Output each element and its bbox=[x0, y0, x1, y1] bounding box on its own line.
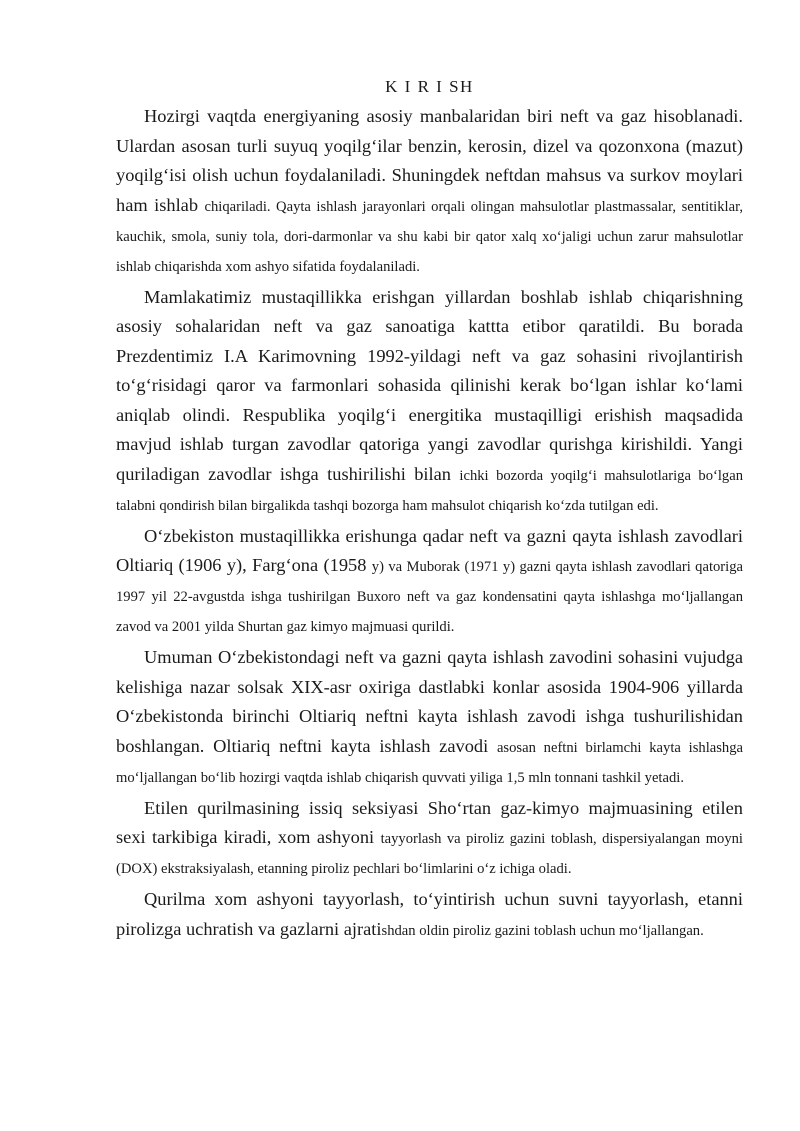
paragraph-3 bbox=[116, 522, 743, 642]
paragraph-5-large-text: Etilen qurilmasining issiq seksiyasi Sho‘rtan gaz-kimyo majmuasining etilen sexi tarkibiga kiradi, xom ashyoni bbox=[116, 797, 743, 847]
paragraph-5 bbox=[116, 794, 743, 884]
paragraph-2 bbox=[116, 283, 743, 520]
paragraph-4 bbox=[116, 643, 743, 792]
paragraph-6 bbox=[116, 885, 743, 945]
document-title: K I R I SH bbox=[385, 77, 474, 96]
paragraph-5-small-text: tayyorlash va piroliz gazini toblash, dispersiyalangan moyni (DOX) ekstraksiyalash, etanning piroliz pechlari bo‘limlarini o‘z ichiga oladi. bbox=[116, 831, 743, 877]
paragraph-1-large-text: Hozirgi vaqtda energiyaning asosiy manbalaridan biri neft va gaz hisoblanadi. Ulardan asosan turli suyuq yoqilg‘ilar benzin, kerosin, dizel va qozonxona (mazut) yoqilg‘isi olish uchun foydalaniladi. Shuningdek neftdan mahsus va surkov moylari ham ishlab bbox=[116, 106, 743, 215]
paragraph-2-small-text: ichki bozorda yoqilg‘i mahsulotlariga bo‘lgan talabni qondirish bilan birgalikda tashqi bozorga ham mahsulot chiqarish ko‘zda tutilgan edi. bbox=[116, 467, 743, 514]
paragraph-4-large-text: Umuman O‘zbekistondagi neft va gazni qayta ishlash zavodini sohasini vujudga kelishiga nazar solsak XIX-asr oxiriga dastlabki konlar asosida 1904-906 yillarda O‘zbekistonda birinchi Oltiariq neftni kayta ishlash zavodi ishga tushurilishidan boshlangan. Oltiariq neftni kayta ishlash zavodi bbox=[116, 647, 743, 756]
paragraph-6-small-text: shdan oldin piroliz gazini toblash uchun mo‘ljallangan. bbox=[381, 922, 704, 939]
paragraph-4-small-text: asosan neftni birlamchi kayta ishlashga mo‘ljallangan bo‘lib hozirgi vaqtda ishlab chiqarish quvvati yiliga 1,5 mln tonnani tashkil yetadi. bbox=[116, 739, 743, 786]
paragraph-6-large-text: Qurilma xom ashyoni tayyorlash, to‘yintirish uchun suvni tayyorlash, etanni pirolizga uchratish va gazlarni ajrati bbox=[116, 889, 743, 939]
paragraph-3-large-text: O‘zbekiston mustaqillikka erishunga qadar neft va gazni qayta ishlash zavodlari Oltiariq (1906 y), Farg‘ona (1958 bbox=[116, 525, 743, 575]
paragraph-2-large-text: Mamlakatimiz mustaqillikka erishgan yillardan boshlab ishlab chiqarishning asosiy sohalaridan neft va gaz sanoatiga kattta etibor qaratildi. Bu borada Prezdentimiz I.A Karimovning 1992-yildagi neft va gaz sohasini rivojlantirish to‘g‘risidagi qaror va farmonlari sohasida qilinishi kerak bo‘lgan ishlar ko‘lami aniqlab olindi. Respublika yoqilg‘i energitika mustaqilligi erishish maqsadida mavjud ishlab turgan zavodlar qatoriga yangi zavodlar qurishga kirishildi. Yangi quriladigan zavodlar ishga tushirilishi bilan bbox=[116, 286, 743, 484]
paragraph-1 bbox=[116, 102, 743, 281]
paragraph-3-small-text: y) va Muborak (1971 y) gazni qayta ishlash zavodlari qatoriga 1997 yil 22-avgustda ishga tushirilgan Buxoro neft va gaz kondensatini qayta ishlashga mo‘ljallangan zavod va 2001 yilda Shurtan gaz kimyo majmuasi qurildi. bbox=[116, 559, 743, 635]
paragraph-1-small-text: chiqariladi. Qayta ishlash jarayonlari orqali olingan mahsulotlar plastmassalar, sentitiklar, kauchik, smola, suniy tola, dori-darmonlar va shu kabi bir qator xalq xo‘jaligi uchun zarur mahsulotlar ishlab chiqarishda xom ashyo sifatida foydalaniladi. bbox=[116, 198, 743, 275]
document-page bbox=[116, 72, 743, 945]
